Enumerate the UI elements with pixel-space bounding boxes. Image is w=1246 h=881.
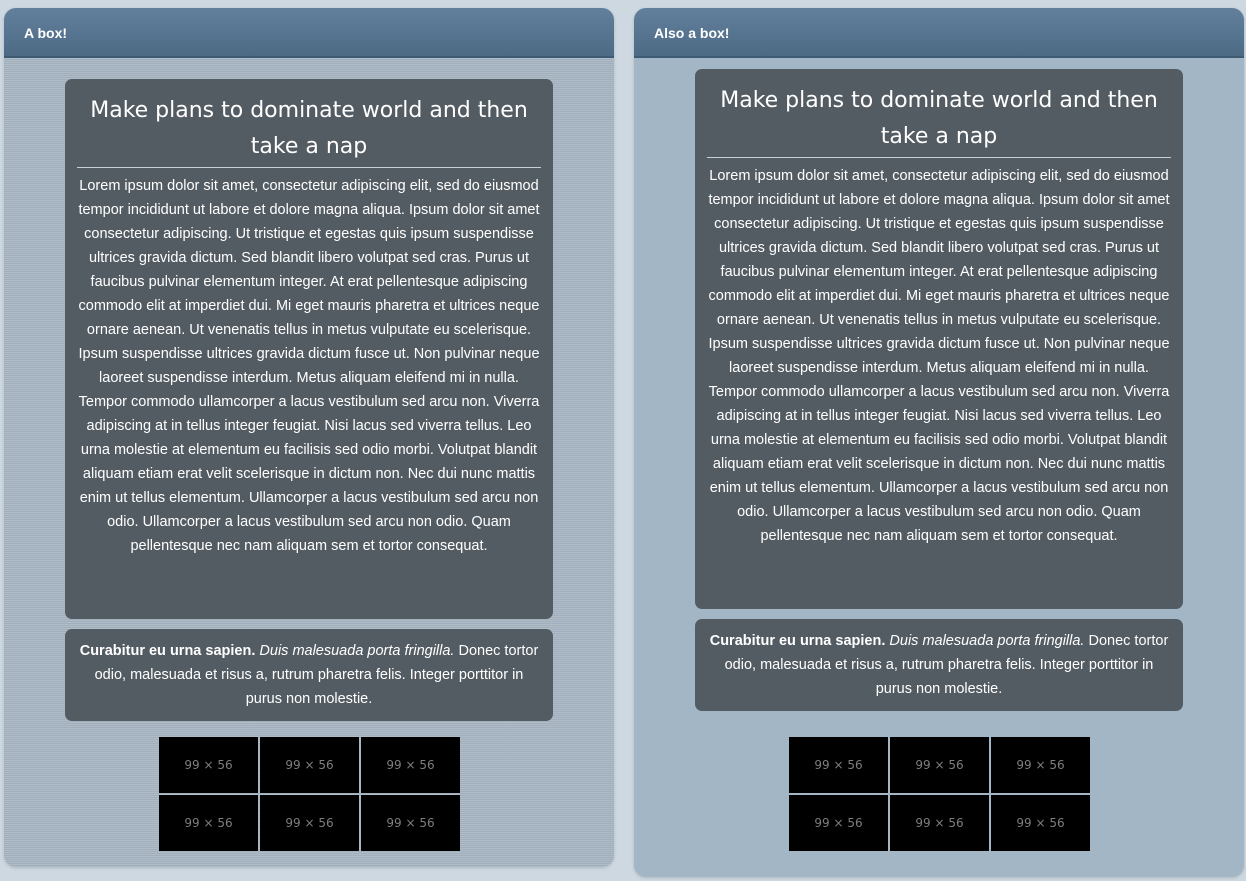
secondary-bold-text: Curabitur eu urna sapien.: [79, 643, 256, 659]
thumbnail-placeholder: 99 × 56: [890, 737, 989, 793]
thumbnail-placeholder: 99 × 56: [789, 737, 888, 793]
thumbnail-placeholder: 99 × 56: [991, 737, 1090, 793]
box-panel-right: [634, 8, 1244, 877]
secondary-card: [695, 619, 1183, 711]
main-card: [695, 69, 1183, 609]
panel-header: Also a box!: [634, 8, 1244, 58]
card-body-text: Lorem ipsum dolor sit amet, consectetur adipiscing elit, sed do eiusmod tempor incididunt ut labore et dolore magna aliqua. Ipsum dolor sit amet consectetur adipiscing. Ut tristique et egestas quis ipsum suspendisse ultrices gravida dictum. Sed blandit libero volutpat sed cras. Purus ut faucibus pulvinar elementum integer. At erat pellentesque adipiscing commodo elit at imperdiet dui. Mi eget mauris pharetra et ultrices neque ornare aenean. Ut venenatis tellus in metus vulputate eu scelerisque. Ipsum suspendisse ultrices gravida dictum fusce ut. Non pulvinar neque laoreet suspendisse interdum. Metus aliquam eleifend mi in nulla. Tempor commodo ullamcorper a lacus vestibulum sed arcu non. Viverra adipiscing at in tellus integer feugiat. Nisi lacus sed viverra tellus. Leo urna molestie at elementum eu facilisis sed odio morbi. Volutpat blandit aliquam etiam erat velit scelerisque in dictum non. Nec dui nunc mattis enim ut tellus elementum. Ullamcorper a lacus vestibulum sed arcu non odio. Ullamcorper a lacus vestibulum sed arcu non odio. Quam pellentesque nec nam aliquam sem et tortor consequat.: [78, 178, 540, 554]
thumbnail-placeholder: 99 × 56: [789, 795, 888, 851]
secondary-body-text: Donec tortor odio, malesuada et risus a, rutrum pharetra felis. Integer porttitor in purus non molestie.: [724, 633, 1169, 697]
thumbnail-placeholder: 99 × 56: [361, 737, 460, 793]
thumbnail-placeholder: 99 × 56: [260, 795, 359, 851]
card-title: Make plans to dominate world and then take a nap: [77, 93, 541, 168]
box-panel-left: [4, 8, 614, 867]
secondary-italic-text: Duis malesuada porta fringilla.: [889, 633, 1085, 649]
thumbnail-placeholder: 99 × 56: [260, 737, 359, 793]
thumbnail-grid: [159, 737, 460, 851]
secondary-card: [65, 629, 553, 721]
card-title: Make plans to dominate world and then take a nap: [707, 83, 1171, 158]
thumbnail-placeholder: 99 × 56: [361, 795, 460, 851]
thumbnail-placeholder: 99 × 56: [890, 795, 989, 851]
secondary-bold-text: Curabitur eu urna sapien.: [709, 633, 886, 649]
secondary-italic-text: Duis malesuada porta fringilla.: [259, 643, 455, 659]
card-body-text: Lorem ipsum dolor sit amet, consectetur adipiscing elit, sed do eiusmod tempor incididunt ut labore et dolore magna aliqua. Ipsum dolor sit amet consectetur adipiscing. Ut tristique et egestas quis ipsum suspendisse ultrices gravida dictum. Sed blandit libero volutpat sed cras. Purus ut faucibus pulvinar elementum integer. At erat pellentesque adipiscing commodo elit at imperdiet dui. Mi eget mauris pharetra et ultrices neque ornare aenean. Ut venenatis tellus in metus vulputate eu scelerisque. Ipsum suspendisse ultrices gravida dictum fusce ut. Non pulvinar neque laoreet suspendisse interdum. Metus aliquam eleifend mi in nulla. Tempor commodo ullamcorper a lacus vestibulum sed arcu non. Viverra adipiscing at in tellus integer feugiat. Nisi lacus sed viverra tellus. Leo urna molestie at elementum eu facilisis sed odio morbi. Volutpat blandit aliquam etiam erat velit scelerisque in dictum non. Nec dui nunc mattis enim ut tellus elementum. Ullamcorper a lacus vestibulum sed arcu non odio. Ullamcorper a lacus vestibulum sed arcu non odio. Quam pellentesque nec nam aliquam sem et tortor consequat.: [708, 168, 1170, 544]
thumbnail-grid: [789, 737, 1090, 851]
secondary-body-text: Donec tortor odio, malesuada et risus a, rutrum pharetra felis. Integer porttitor in purus non molestie.: [94, 643, 539, 707]
thumbnail-placeholder: 99 × 56: [159, 737, 258, 793]
thumbnail-placeholder: 99 × 56: [159, 795, 258, 851]
panel-header: A box!: [4, 8, 614, 58]
main-card: [65, 79, 553, 619]
thumbnail-placeholder: 99 × 56: [991, 795, 1090, 851]
